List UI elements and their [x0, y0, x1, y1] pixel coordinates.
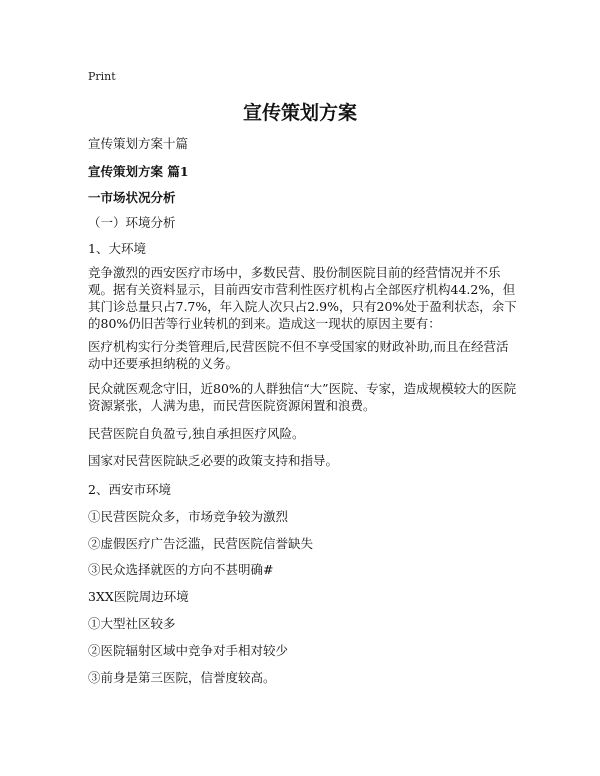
section-title: 宣传策划方案 篇1	[88, 164, 189, 179]
heading-xian-environment: 2、西安市环境	[88, 482, 171, 497]
paragraph-1: 竞争激烈的西安医疗市场中，多数民营、股份制医院目前的经营情况并不乐观。据有关资料显示，目前西安市营利性医疗机构占全部医疗机构44.2%，但其门诊总量只占7.7%，年入院人次只占2.9%，只有20%处于盈利状态，余下的80%仍旧苦等行业转机的到来。造成这一现状的原因主要有：	[88, 265, 517, 331]
list-item: ③民众选择就医的方向不甚明确#	[88, 562, 274, 577]
heading-environment-analysis: （一）环境分析	[88, 215, 176, 230]
list-item: ②医院辐射区域中竞争对手相对较少	[88, 643, 289, 658]
heading-market-analysis: 一市场状况分析	[88, 190, 176, 205]
list-item: ②虚假医疗广告泛滥，民营医院信誉缺失	[88, 536, 314, 551]
heading-macro-environment: 1、大环境	[88, 241, 146, 256]
subtitle: 宣传策划方案十篇	[88, 136, 189, 151]
paragraph-3: 民众就医观念守旧，近80%的人群独信“大”医院、专家，造成规模较大的医院资源紧张，人满为患，而民营医院资源闲置和浪费。	[88, 381, 517, 413]
paragraph-5: 国家对民营医院缺乏必要的政策支持和指导。	[88, 453, 339, 468]
print-label[interactable]: Print	[88, 70, 116, 83]
paragraph-4: 民营医院自负盈亏,独自承担医疗风险。	[88, 426, 305, 441]
heading-hospital-surroundings: 3XX医院周边环境	[88, 589, 189, 604]
list-item: ③前身是第三医院，信誉度较高。	[88, 670, 276, 685]
page-title: 宣传策划方案	[242, 102, 357, 124]
list-item: ①大型社区较多	[88, 616, 176, 631]
paragraph-2: 医疗机构实行分类管理后,民营医院不但不享受国家的财政补助,而且在经营活动中还要承担纳税的义务。	[88, 339, 509, 371]
list-item: ①民营医院众多，市场竞争较为激烈	[88, 509, 289, 524]
